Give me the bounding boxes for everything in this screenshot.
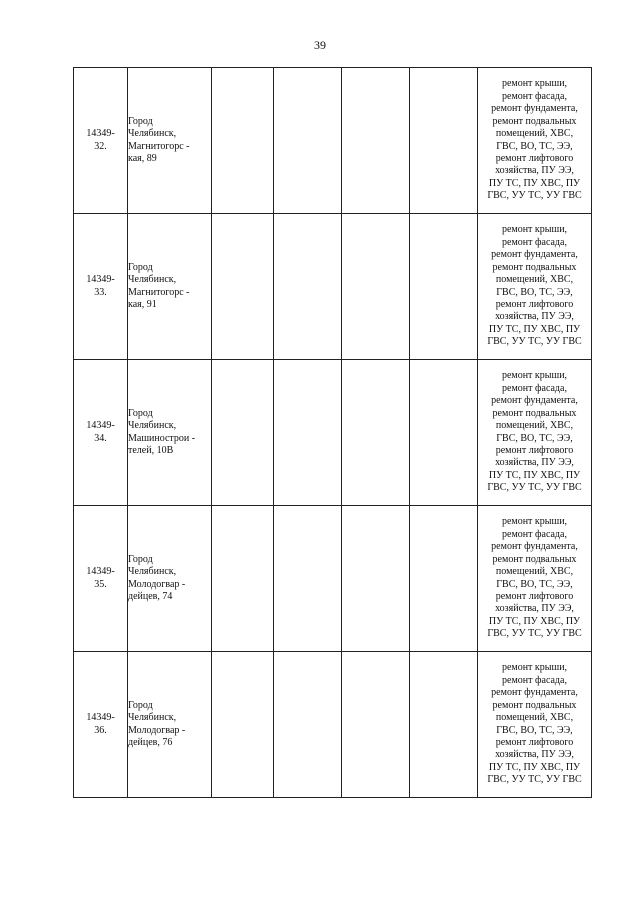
works-cell [478,360,592,506]
empty-cell [212,68,274,214]
row-number-cell [74,68,128,214]
empty-cell [410,68,478,214]
empty-cell [212,506,274,652]
empty-cell [212,652,274,798]
empty-cell [274,214,342,360]
works-cell [478,68,592,214]
row-number: 14349- 35. [86,566,115,590]
row-number-cell [74,506,128,652]
table-row [74,360,592,506]
works-cell [478,652,592,798]
empty-cell [342,360,410,506]
empty-cell [410,652,478,798]
address-cell [128,506,212,652]
works-cell [478,214,592,360]
empty-cell [212,360,274,506]
row-number-cell [74,360,128,506]
empty-cell [274,652,342,798]
row-number: 14349- 34. [86,420,115,444]
table-row [74,506,592,652]
empty-cell [410,360,478,506]
address-cell [128,652,212,798]
works-list: ремонт крыши, ремонт фасада, ремонт фундамента, ремонт подвальных помещений, ХВС, ГВС, ВО, ТС, ЭЭ, ремонт лифтового хозяйства, ПУ ЭЭ, ПУ ТС, ПУ ХВС, ПУ ГВС, УУ ТС, УУ ГВС [487,662,582,786]
works-list: ремонт крыши, ремонт фасада, ремонт фундамента, ремонт подвальных помещений, ХВС, ГВС, ВО, ТС, ЭЭ, ремонт лифтового хозяйства, ПУ ЭЭ, ПУ ТС, ПУ ХВС, ПУ ГВС, УУ ТС, УУ ГВС [487,224,582,348]
address: Город Челябинск, Магнитогорс - кая, 91 [128,261,190,310]
empty-cell [342,652,410,798]
empty-cell [212,214,274,360]
empty-cell [410,506,478,652]
table-row [74,68,592,214]
row-number-cell [74,214,128,360]
address: Город Челябинск, Молодогвар - дейцев, 74 [128,553,186,602]
address: Город Челябинск, Магнитогорс - кая, 89 [128,115,190,164]
works-cell [478,506,592,652]
address-cell [128,214,212,360]
table-row [74,214,592,360]
works-list: ремонт крыши, ремонт фасада, ремонт фундамента, ремонт подвальных помещений, ХВС, ГВС, ВО, ТС, ЭЭ, ремонт лифтового хозяйства, ПУ ЭЭ, ПУ ТС, ПУ ХВС, ПУ ГВС, УУ ТС, УУ ГВС [487,516,582,640]
empty-cell [274,360,342,506]
empty-cell [274,68,342,214]
address: Город Челябинск, Машинострои - телей, 10В [128,407,196,456]
row-number-cell [74,652,128,798]
works-list: ремонт крыши, ремонт фасада, ремонт фундамента, ремонт подвальных помещений, ХВС, ГВС, ВО, ТС, ЭЭ, ремонт лифтового хозяйства, ПУ ЭЭ, ПУ ТС, ПУ ХВС, ПУ ГВС, УУ ТС, УУ ГВС [487,78,582,202]
empty-cell [342,506,410,652]
address-cell [128,68,212,214]
address: Город Челябинск, Молодогвар - дейцев, 76 [128,699,186,748]
empty-cell [410,214,478,360]
row-number: 14349- 36. [86,712,115,736]
empty-cell [274,506,342,652]
table-row [74,652,592,798]
works-table [73,67,592,798]
works-list: ремонт крыши, ремонт фасада, ремонт фундамента, ремонт подвальных помещений, ХВС, ГВС, ВО, ТС, ЭЭ, ремонт лифтового хозяйства, ПУ ЭЭ, ПУ ТС, ПУ ХВС, ПУ ГВС, УУ ТС, УУ ГВС [487,370,582,494]
row-number: 14349- 33. [86,274,115,298]
empty-cell [342,214,410,360]
page-number: 39 [314,38,326,52]
empty-cell [342,68,410,214]
row-number: 14349- 32. [86,128,115,152]
address-cell [128,360,212,506]
